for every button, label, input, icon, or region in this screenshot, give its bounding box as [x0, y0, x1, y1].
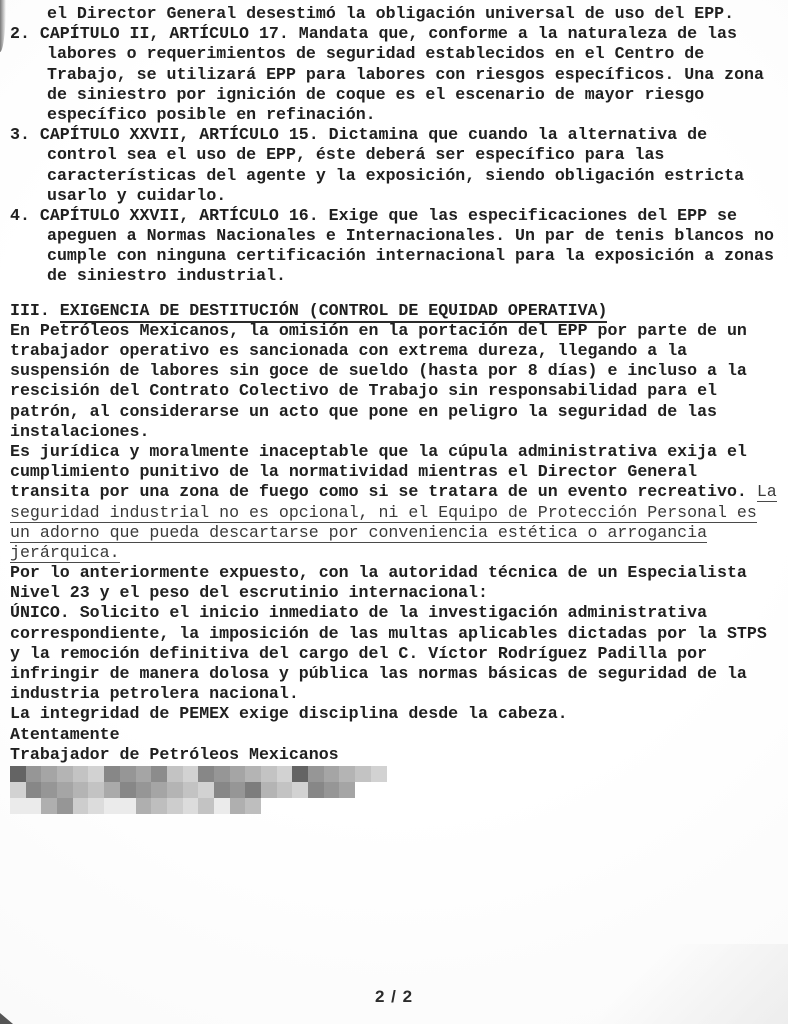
redaction-cell: [26, 766, 42, 782]
redaction-cell: [308, 782, 324, 798]
text-segment: transita por una zona de fuego como si se tratara de un evento recreativo.: [10, 482, 757, 502]
text-segment: Trabajador de Petróleos Mexicanos: [10, 744, 339, 764]
text-segment: suspensión de labores sin goce de sueldo (hasta por 8 días) e incluso a la: [10, 361, 747, 381]
redaction-cell: [277, 782, 293, 798]
text-line: [10, 664, 788, 684]
text-segment: características del agente y la exposición, siendo obligación estricta: [47, 165, 745, 185]
text-segment: cumplimiento punitivo de la normatividad mientras el Director General: [10, 462, 698, 482]
page-curl-shadow: [508, 944, 788, 1024]
text-segment: control sea el uso de EPP, éste deberá ser específico para las: [47, 145, 665, 165]
redaction-cell: [104, 782, 120, 798]
photo-edge-bottom-left: [0, 1013, 13, 1024]
redaction-cell: [136, 798, 152, 814]
redaction-cell: [167, 766, 183, 782]
redaction-cell: [10, 766, 26, 782]
redaction-cell: [88, 798, 104, 814]
redaction-cell: [261, 782, 277, 798]
redaction-cell: [73, 766, 89, 782]
redaction-cell: [214, 798, 230, 814]
text-line: [10, 186, 788, 206]
text-segment: ÚNICO. Solicito el inicio inmediato de la investigación administrativa: [10, 603, 708, 623]
redaction-cell: [292, 782, 308, 798]
text-segment: rescisión del Contrato Colectivo de Trabajo sin responsabilidad para el: [10, 381, 718, 401]
text-segment: de siniestro industrial.: [47, 266, 286, 286]
text-line: [10, 583, 788, 603]
text-line: [10, 24, 788, 44]
redaction-cell: [167, 782, 183, 798]
text-segment: labores o requerimientos de seguridad establecidos en el Centro de: [47, 44, 705, 64]
redaction-cell: [277, 766, 293, 782]
text-line: [10, 503, 788, 523]
text-line: [10, 442, 788, 462]
text-line: [10, 402, 788, 422]
redaction-cell: [88, 782, 104, 798]
text-segment: 3. CAPÍTULO XXVII, ARTÍCULO 15. Dictamina que cuando la alternativa de: [10, 125, 708, 145]
text-line: [10, 105, 788, 125]
redaction-row: [10, 798, 387, 814]
text-segment: industria petrolera nacional.: [10, 684, 299, 704]
redaction-cell: [10, 798, 26, 814]
text-line: [10, 361, 788, 381]
redaction-cell: [73, 782, 89, 798]
redaction-cell: [88, 766, 104, 782]
text-line: [10, 44, 788, 64]
text-line: [10, 321, 788, 341]
redaction-cell: [292, 766, 308, 782]
redaction-cell: [136, 766, 152, 782]
text-line: [10, 462, 788, 482]
text-line: [10, 65, 788, 85]
redaction-row: [10, 766, 387, 782]
text-segment: instalaciones.: [10, 421, 150, 441]
text-line: [10, 301, 788, 321]
text-segment: Trabajo, se utilizará EPP para labores con riesgos específicos. Una zona: [47, 64, 764, 84]
text-line: [10, 85, 788, 105]
text-line: [10, 563, 788, 583]
redaction-cell: [183, 766, 199, 782]
redaction-cell: [183, 782, 199, 798]
redaction-cell: [230, 766, 246, 782]
text-segment: Es jurídica y moralmente inaceptable que la cúpula administrativa exija el: [10, 441, 747, 461]
redaction-cell: [371, 766, 387, 782]
redaction-row: [10, 782, 387, 798]
text-line: [10, 482, 788, 502]
text-segment: jerárquica.: [10, 542, 120, 562]
text-segment: infringir de manera dolosa y pública las normas básicas de seguridad de la: [10, 664, 747, 683]
text-line: [10, 266, 788, 286]
redaction-cell: [136, 782, 152, 798]
redaction-cell: [57, 798, 73, 814]
redaction-cell: [214, 782, 230, 798]
document-body: [10, 4, 788, 765]
text-segment: y la remoción definitiva del cargo del C. Víctor Rodríguez Padilla por: [10, 643, 708, 663]
text-line: [10, 381, 788, 401]
text-line: [10, 543, 788, 563]
redaction-cell: [57, 766, 73, 782]
text-line: [10, 341, 788, 361]
text-line: [10, 704, 788, 724]
text-line: [10, 125, 788, 145]
text-segment: patrón, al considerarse un acto que pone en peligro la seguridad de las: [10, 401, 718, 421]
text-segment: usarlo y cuidarlo.: [47, 185, 227, 205]
text-line: [10, 725, 788, 745]
text-segment: un adorno que pueda descartarse por conveniencia estética o arrogancia: [10, 522, 708, 542]
redaction-cell: [355, 766, 371, 782]
redaction-cell: [167, 798, 183, 814]
redaction-cell: [104, 798, 120, 814]
text-segment: En Petróleos Mexicanos, la omisión en la portación del EPP por parte de un: [10, 320, 747, 340]
page-indicator: 2 / 2: [374, 987, 414, 1006]
text-line: [10, 4, 788, 24]
redaction-cell: [308, 766, 324, 782]
text-segment: III.: [10, 300, 60, 320]
text-segment: seguridad industrial no es opcional, ni el Equipo de Protección Personal es: [10, 502, 757, 522]
redaction-cell: [230, 798, 246, 814]
redaction-cell: [198, 782, 214, 798]
text-line: [10, 246, 788, 266]
redaction-cell: [73, 798, 89, 814]
text-line: [10, 644, 788, 664]
redaction-cell: [198, 766, 214, 782]
text-segment: 4. CAPÍTULO XXVII, ARTÍCULO 16. Exige que las especificaciones del EPP se: [10, 205, 737, 225]
redaction-cell: [324, 782, 340, 798]
redaction-cell: [261, 766, 277, 782]
text-line: [10, 206, 788, 226]
redaction-cell: [104, 766, 120, 782]
text-line: [10, 745, 788, 765]
redaction-cell: [120, 798, 136, 814]
redaction-cell: [41, 782, 57, 798]
redaction-cell: [214, 766, 230, 782]
redaction-cell: [41, 798, 57, 814]
redaction-cell: [151, 798, 167, 814]
redaction-cell: [198, 798, 214, 814]
redaction-cell: [151, 782, 167, 798]
text-segment: Por lo anteriormente expuesto, con la autoridad técnica de un Especialista: [10, 563, 747, 583]
photo-edge-top-left: [0, 0, 6, 52]
text-segment: cumple con ninguna certificación internacional para la exposición a zonas: [47, 246, 774, 266]
text-segment: correspondiente, la imposición de las multas aplicables dictadas por la STPS: [10, 623, 767, 643]
text-line: [10, 684, 788, 704]
redaction-cell: [324, 766, 340, 782]
redaction-cell: [339, 782, 355, 798]
text-segment: trabajador operativo es sancionada con extrema dureza, llegando a la: [10, 341, 688, 360]
redaction-cell: [41, 766, 57, 782]
text-segment: La: [756, 482, 777, 502]
redaction-cell: [57, 782, 73, 798]
redaction-cell: [245, 782, 261, 798]
text-line: [10, 422, 788, 442]
text-segment: apeguen a Normas Nacionales e Internacionales. Un par de tenis blancos no: [47, 226, 774, 246]
redaction-cell: [183, 798, 199, 814]
text-line: [10, 523, 788, 543]
redaction-cell: [120, 782, 136, 798]
text-segment: el Director General desestimó la obligación universal de uso del EPP.: [47, 4, 735, 23]
text-line: [10, 226, 788, 246]
text-segment: de siniestro por ignición de coque es el escenario de mayor riesgo: [47, 84, 705, 104]
redaction-cell: [26, 782, 42, 798]
text-line: [10, 603, 788, 623]
text-segment: 2. CAPÍTULO II, ARTÍCULO 17. Mandata que, conforme a la naturaleza de las: [10, 24, 737, 44]
text-line: [10, 166, 788, 186]
redaction-cell: [245, 766, 261, 782]
text-segment: Nivel 23 y el peso del escrutinio internacional:: [10, 583, 488, 603]
text-segment: específico posible en refinación.: [47, 104, 376, 124]
text-segment: Atentamente: [10, 724, 120, 744]
redaction-cell: [120, 766, 136, 782]
text-segment: La integridad de PEMEX exige disciplina desde la cabeza.: [10, 704, 568, 724]
text-line: [10, 145, 788, 165]
redaction-cell: [230, 782, 246, 798]
redaction-cell: [151, 766, 167, 782]
redaction-cell: [26, 798, 42, 814]
redacted-signature: [10, 766, 387, 814]
redaction-cell: [10, 782, 26, 798]
redaction-cell: [339, 766, 355, 782]
redaction-cell: [245, 798, 261, 814]
text-line: [10, 624, 788, 644]
text-segment: EXIGENCIA DE DESTITUCIÓN (CONTROL DE EQUIDAD OPERATIVA): [60, 301, 608, 323]
